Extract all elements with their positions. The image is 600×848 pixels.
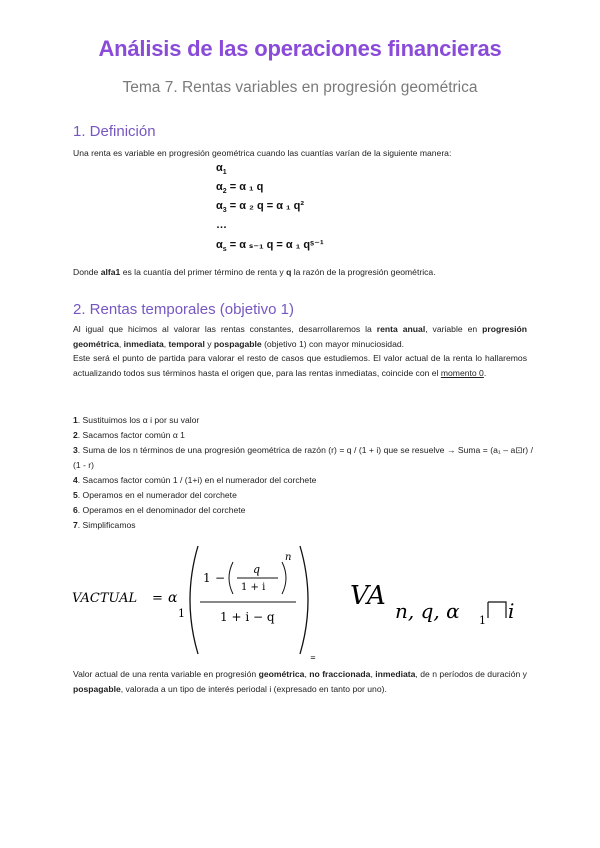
paragraph-valor-actual: Este será el punto de partida para valorar el resto de casos que estudiemos. El valor actual de la renta lo hallaremos actualizando todos sus términos hasta el origen que, para las rentas inmediatas, coincide con el momento 0. [73,353,527,378]
numerator-minus: − [215,571,226,585]
page-title: Análisis de las operaciones financieras [98,36,502,61]
step-item: 5. Operamos en el numerador del corchete [73,490,237,500]
paragraph-intro: Al igual que hicimos al valorar las rentas constantes, desarrollaremos la renta anual, variable en progresión geométrica, inmediata, temporal y pospagable (objetivo 1) con mayor minuciosidad. [73,324,527,349]
right-paren [300,546,308,654]
va-rate: i [508,599,515,623]
section-heading-rentas-temporales: 2. Rentas temporales (objetivo 1) [73,301,294,318]
progression-formula [216,162,376,257]
rate-bracket [488,602,506,618]
inner-left-paren [229,562,233,594]
step-item: 2. Sacamos factor común α 1 [73,430,185,440]
momento-0-link[interactable]: momento 0 [440,368,484,378]
alpha-subscript: 1 [178,607,185,620]
va-subscript-index: 1 [479,614,486,627]
small-equals: = [310,654,316,662]
alpha-symbol: α [168,590,178,606]
inner-right-paren [282,562,286,594]
exponent-n: n [285,552,292,563]
definition-note: Donde alfa1 es la cuantía del primer término de renta y q la razón de la progresión geométrica. [73,267,436,277]
conclusion-paragraph: Valor actual de una renta variable en progresión geométrica, no fraccionada, inmediata, de n períodos de duración y pospagable, valorada a un tipo de interés periodal i (expresado en tanto por uno). [73,669,527,694]
step-item: 7. Simplificamos [73,520,136,530]
va-symbol: VA [350,581,386,611]
va-subscript: n, q, α [395,599,460,623]
step-item: 6. Operamos en el denominador del corchete [73,505,246,515]
formula-line-1: $\alpha_1$ [216,162,227,177]
inner-one-plus-i: 1 + i [241,582,266,593]
formula-lhs: VACTUAL [72,591,138,606]
step-item: 4. Sacamos factor común 1 / (1+i) en el numerador del corchete [73,475,317,485]
valor-actual-formula [60,538,560,663]
steps-list [73,413,533,533]
formula-line-3: $\alpha_3 = \alpha$ ₂ q = α ₁ q² [216,200,305,215]
formula-line-2: $\alpha_2 = \alpha$ ₁ q [216,181,264,196]
numerator-one: 1 [203,571,211,585]
page-subtitle: Tema 7. Rentas variables en progresión geométrica [122,79,478,96]
left-paren [190,546,198,654]
step-item: 3. Suma de los n términos de una progresión geométrica de razón (r) = q / (1 + i) que se resuelve → Suma = (a₁ – a⊡r) / (1 - r) [73,445,533,470]
inner-q: q [253,563,261,576]
formula-line-4: … [216,219,227,231]
formula-line-5: $\alpha_s = \alpha$ ₛ₋₁ q = α ₁ qˢ⁻¹ [216,239,324,254]
formula-equals: = [152,591,163,606]
step-item: 1. Sustituimos los α i por su valor [73,415,200,425]
section-heading-definicion: 1. Definición [73,123,156,140]
denominator: 1 + i − q [220,610,275,624]
definition-intro: Una renta es variable en progresión geométrica cuando las cuantías varían de la siguiente manera: [73,148,452,158]
